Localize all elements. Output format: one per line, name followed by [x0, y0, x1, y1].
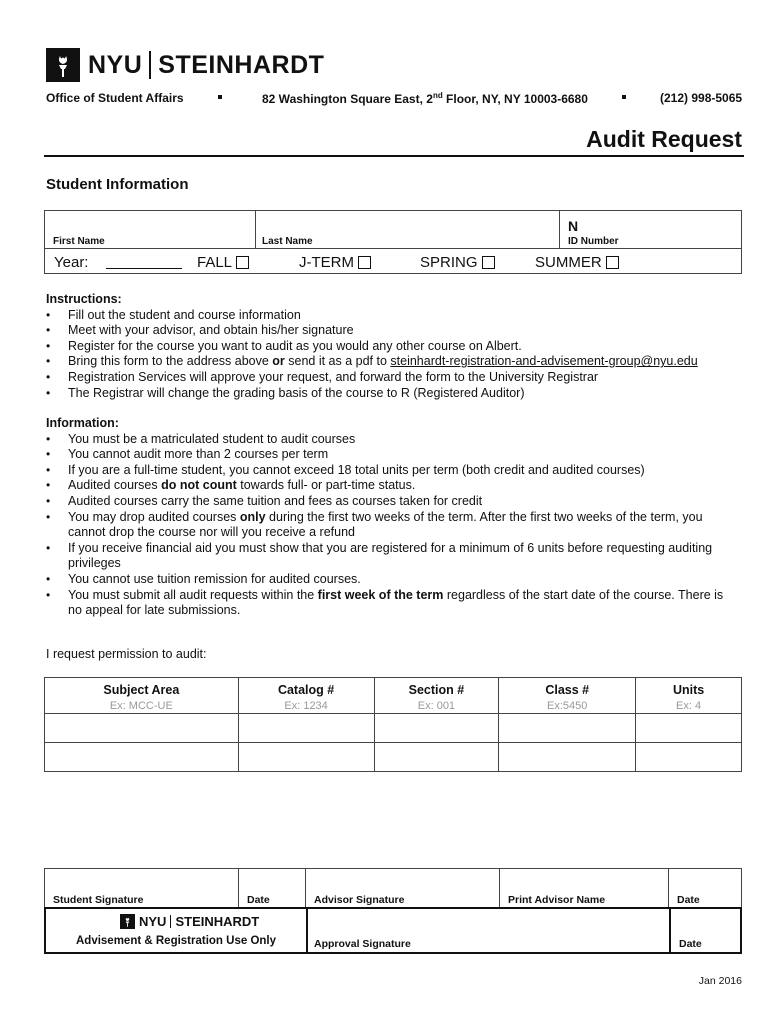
separator-bullet	[622, 95, 626, 99]
fall-checkbox[interactable]	[236, 256, 249, 269]
list-item: • Bring this form to the address above or send it as a pdf to steinhardt-registration-and-advisement-group@nyu.edu	[46, 354, 726, 370]
address: 82 Washington Square East, 2nd Floor, NY, NY 10003-6680	[262, 91, 588, 106]
table-cell[interactable]	[499, 714, 636, 743]
id-number-field[interactable]	[560, 211, 742, 249]
list-item: • You cannot audit more than 2 courses per term	[46, 447, 726, 463]
phone-number: (212) 998-5065	[660, 91, 743, 105]
student-date-field[interactable]: Date	[239, 869, 306, 908]
table-cell[interactable]	[636, 743, 742, 772]
id-number-label: ID Number	[568, 236, 619, 247]
request-permission-text: I request permission to audit:	[46, 647, 207, 661]
advisor-date-field[interactable]: Date	[677, 894, 700, 906]
table-cell[interactable]	[45, 743, 239, 772]
list-item: • Fill out the student and course information	[46, 308, 726, 324]
list-item: • You cannot use tuition remission for audited courses.	[46, 572, 726, 588]
information-heading: Information:	[46, 416, 119, 430]
signature-row	[44, 868, 742, 908]
advisement-use-box	[44, 907, 742, 954]
table-cell[interactable]	[238, 743, 374, 772]
table-cell[interactable]	[374, 743, 499, 772]
units-cell[interactable]: Units Ex: 4	[636, 678, 742, 714]
term-spring[interactable]: SPRING	[420, 254, 495, 271]
term-jterm[interactable]: J-TERM	[299, 254, 371, 271]
first-name-label: First Name	[53, 236, 105, 247]
list-item: • Meet with your advisor, and obtain his/her signature	[46, 323, 726, 339]
list-item: • You must be a matriculated student to audit courses	[46, 432, 726, 448]
class-cell[interactable]: Class # Ex:5450	[499, 678, 636, 714]
term-summer[interactable]: SUMMER	[535, 254, 619, 271]
summer-checkbox[interactable]	[606, 256, 619, 269]
advisement-label-cell	[46, 909, 308, 952]
list-item: • You must submit all audit requests within the first week of the term regardless of the start date of the course. There is no appeal for late submissions.	[46, 588, 726, 619]
registration-email-link[interactable]: steinhardt-registration-and-advisement-group@nyu.edu	[390, 354, 698, 369]
last-name-label: Last Name	[262, 236, 313, 247]
table-row	[45, 743, 742, 772]
form-revision-date: Jan 2016	[698, 975, 742, 987]
catalog-cell[interactable]: Catalog # Ex: 1234	[238, 678, 374, 714]
first-name-field[interactable]	[45, 211, 255, 249]
table-cell[interactable]	[374, 714, 499, 743]
page-title: Audit Request	[586, 126, 742, 152]
section-cell[interactable]: Section # Ex: 001	[374, 678, 499, 714]
information-section	[46, 416, 726, 619]
list-item: • Audited courses carry the same tuition and fees as courses taken for credit	[46, 494, 726, 510]
table-cell[interactable]	[45, 714, 239, 743]
student-info-heading: Student Information	[46, 176, 189, 193]
list-item: • You may drop audited courses only during the first two weeks of the term. After the first two weeks of the term, you cannot drop the course nor will you receive a refund	[46, 510, 726, 541]
list-item: • Audited courses do not count towards full- or part-time status.	[46, 478, 726, 494]
instructions-section	[46, 292, 726, 401]
list-item: • Register for the course you want to audit as you would any other course on Albert.	[46, 339, 726, 355]
advisement-use-label: Advisement & Registration Use Only	[75, 935, 277, 947]
torch-icon	[120, 914, 135, 929]
last-name-field[interactable]	[256, 211, 559, 249]
name-row	[45, 211, 741, 249]
subject-area-cell[interactable]: Subject Area Ex: MCC-UE	[45, 678, 239, 714]
year-input-line[interactable]	[106, 257, 182, 269]
instructions-heading: Instructions:	[46, 292, 122, 306]
list-item: • Registration Services will approve your request, and forward the form to the University Registrar	[46, 370, 726, 386]
student-info-box	[44, 210, 742, 274]
small-nyu-logo: NYU STEINHARDT	[120, 914, 259, 929]
id-prefix-n: N	[568, 218, 579, 234]
logo-nyu-text: NYU	[88, 50, 143, 79]
student-signature-field[interactable]: Student Signature	[45, 869, 239, 908]
separator-bullet	[218, 95, 222, 99]
table-row	[45, 714, 742, 743]
jterm-checkbox[interactable]	[358, 256, 371, 269]
spring-checkbox[interactable]	[482, 256, 495, 269]
logo-divider	[149, 51, 151, 79]
table-cell[interactable]	[238, 714, 374, 743]
courses-table	[44, 677, 742, 772]
advisor-signature-field[interactable]: Advisor Signature	[306, 869, 500, 908]
table-cell[interactable]	[499, 743, 636, 772]
list-item: • If you receive financial aid you must show that you are registered for a minimum of 6 units before requesting auditing privileges	[46, 541, 726, 572]
title-divider	[44, 155, 744, 157]
approval-date-field[interactable]: Date	[679, 938, 702, 950]
office-name: Office of Student Affairs	[46, 91, 184, 105]
advisor-name-field[interactable]: Print Advisor Name	[500, 869, 669, 908]
list-item: • The Registrar will change the grading basis of the course to R (Registered Auditor)	[46, 386, 726, 402]
nyu-steinhardt-logo	[46, 48, 324, 82]
table-cell[interactable]	[636, 714, 742, 743]
list-item: • If you are a full-time student, you cannot exceed 18 total units per term (both credit and audited courses)	[46, 463, 726, 479]
approval-signature-field[interactable]: Approval Signature	[308, 909, 671, 952]
torch-icon	[46, 48, 80, 82]
year-field[interactable]: Year:	[54, 254, 182, 271]
logo-steinhardt-text: STEINHARDT	[158, 50, 325, 79]
term-fall[interactable]: FALL	[197, 254, 249, 271]
table-row	[45, 678, 742, 714]
